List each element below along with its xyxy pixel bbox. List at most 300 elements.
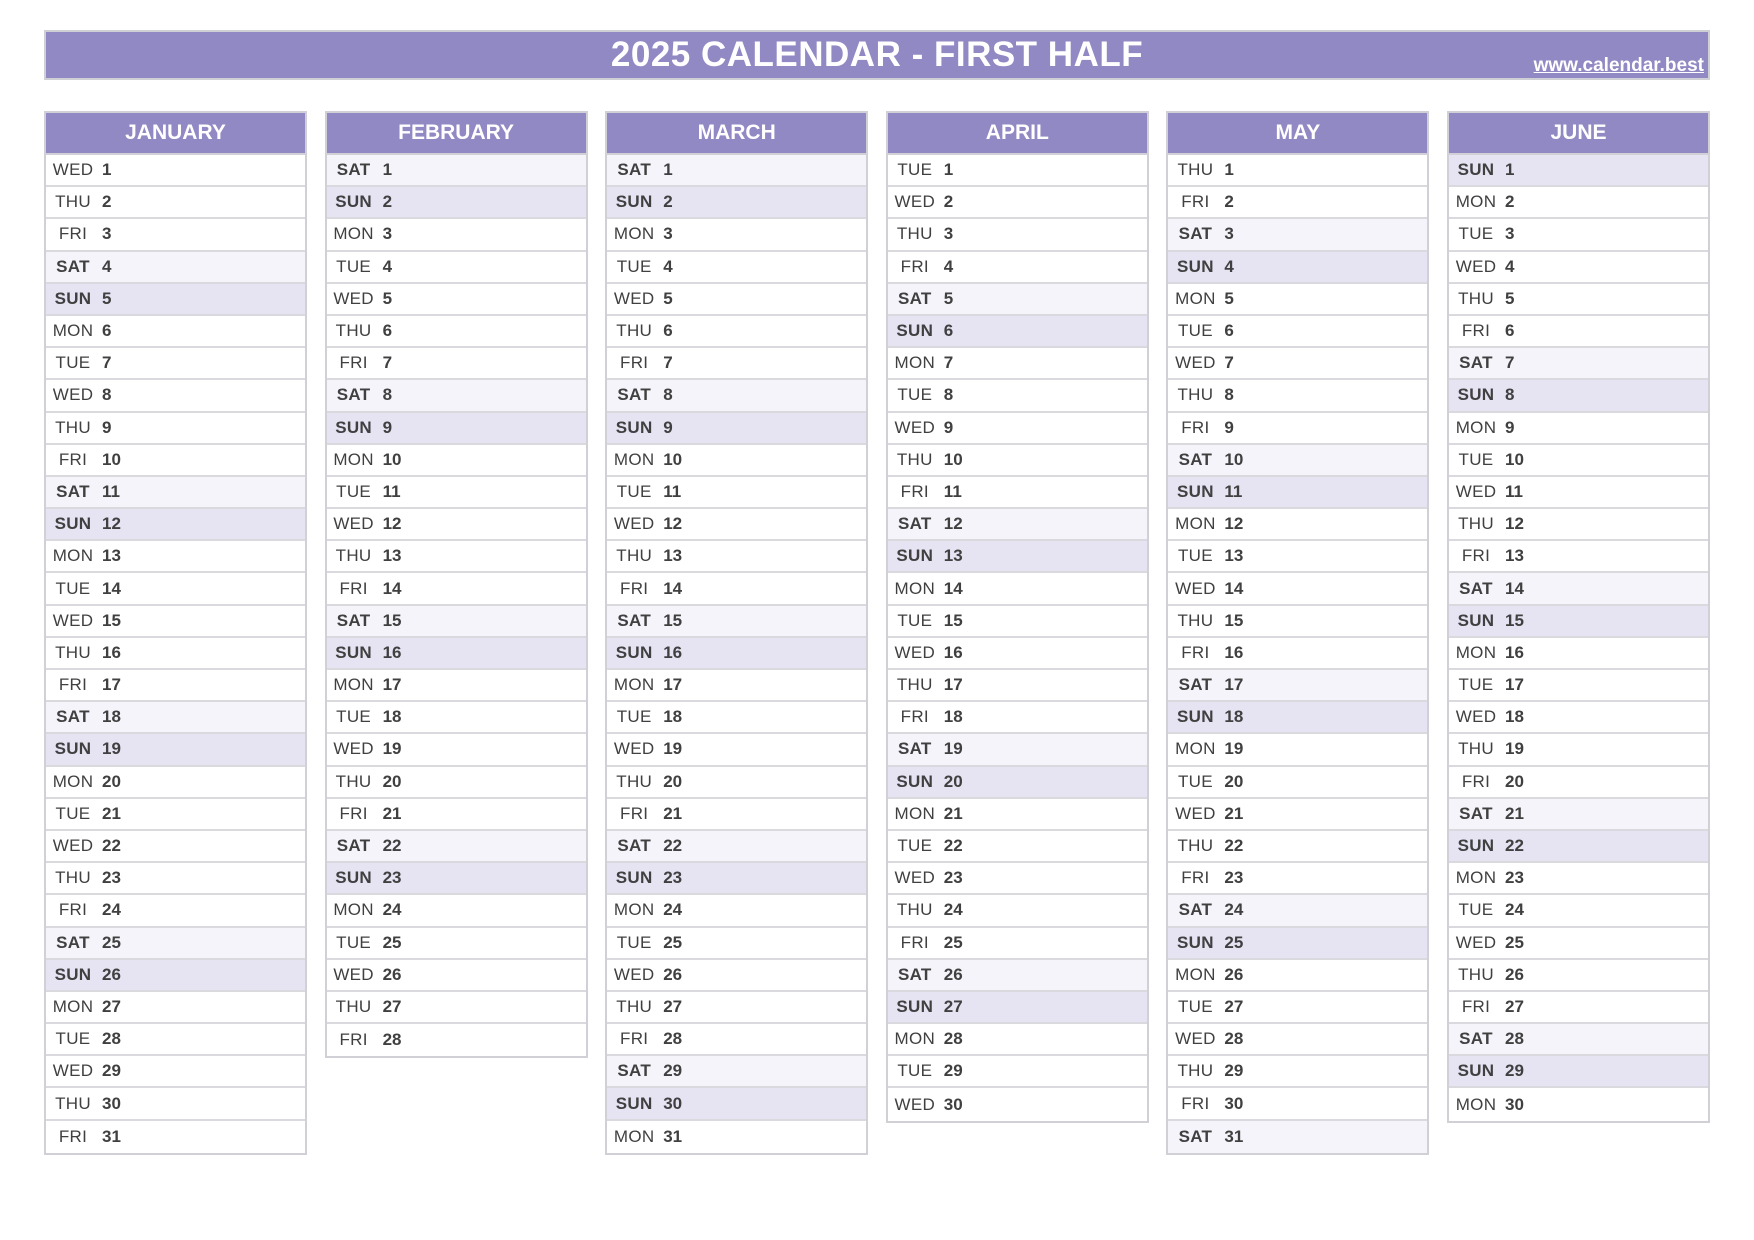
day-row xyxy=(46,219,305,251)
weekday-label: SUN xyxy=(1457,160,1495,180)
weekday-label: FRI xyxy=(900,932,929,952)
day-number: 16 xyxy=(382,642,402,662)
weekday-label: MON xyxy=(1175,964,1216,984)
day-row xyxy=(327,445,586,477)
day-row xyxy=(607,734,866,766)
weekday-label: TUE xyxy=(336,481,372,501)
day-number: 3 xyxy=(943,224,954,244)
day-row xyxy=(888,252,1147,284)
weekday-label: MON xyxy=(613,1126,655,1146)
day-number: 14 xyxy=(663,578,683,598)
day-number: 15 xyxy=(382,610,402,630)
weekday-label: WED xyxy=(613,739,655,759)
weekday-label: FRI xyxy=(620,803,649,823)
day-number: 9 xyxy=(1505,417,1515,437)
weekday-label: SAT xyxy=(336,836,371,856)
day-number: 25 xyxy=(382,932,402,952)
day-row xyxy=(1449,606,1708,638)
weekday-label: WED xyxy=(52,610,94,630)
weekday-label: THU xyxy=(1177,610,1214,630)
day-row xyxy=(888,606,1147,638)
day-number: 6 xyxy=(943,321,954,341)
day-row xyxy=(1168,606,1427,638)
day-number: 12 xyxy=(663,514,683,534)
day-number: 1 xyxy=(102,160,112,180)
weekday-label: SUN xyxy=(54,514,92,534)
day-number: 29 xyxy=(1224,1061,1244,1081)
weekday-label: SAT xyxy=(1178,224,1213,244)
weekday-label: SAT xyxy=(617,836,651,856)
weekday-label: TUE xyxy=(55,353,91,373)
day-number: 2 xyxy=(102,192,112,212)
day-row xyxy=(1449,541,1708,573)
weekday-label: SUN xyxy=(896,996,934,1016)
weekday-label: MON xyxy=(1455,192,1497,212)
day-row xyxy=(327,380,586,412)
day-row xyxy=(327,606,586,638)
day-number: 13 xyxy=(663,546,683,566)
weekday-label: THU xyxy=(1177,160,1214,180)
day-number: 5 xyxy=(1224,288,1234,308)
day-row xyxy=(46,734,305,766)
day-number: 19 xyxy=(382,739,402,759)
day-number: 18 xyxy=(382,707,402,727)
weekday-label: SAT xyxy=(1459,578,1493,598)
weekday-label: THU xyxy=(1458,288,1494,308)
weekday-label: SAT xyxy=(617,1061,651,1081)
weekday-label: FRI xyxy=(1181,192,1210,212)
day-row xyxy=(327,348,586,380)
weekday-label: SUN xyxy=(54,288,92,308)
day-number: 9 xyxy=(382,417,393,437)
weekday-label: FRI xyxy=(1461,771,1491,791)
day-row xyxy=(1449,252,1708,284)
day-row xyxy=(888,928,1147,960)
day-number: 30 xyxy=(1224,1093,1244,1113)
day-number: 3 xyxy=(102,224,112,244)
weekday-label: MON xyxy=(333,900,374,920)
weekday-label: WED xyxy=(894,642,936,662)
weekday-label: THU xyxy=(1177,836,1214,856)
day-number: 8 xyxy=(663,385,673,405)
weekday-label: THU xyxy=(55,1093,91,1113)
day-number: 31 xyxy=(1224,1126,1244,1146)
weekday-label: SAT xyxy=(897,514,932,534)
weekday-label: THU xyxy=(335,996,372,1016)
weekday-label: FRI xyxy=(1181,1093,1210,1113)
weekday-label: SAT xyxy=(336,610,371,630)
weekday-label: THU xyxy=(616,321,653,341)
day-row xyxy=(1168,252,1427,284)
weekday-label: SAT xyxy=(897,964,932,984)
day-row xyxy=(46,799,305,831)
day-row xyxy=(888,960,1147,992)
day-row xyxy=(607,1088,866,1120)
weekday-label: TUE xyxy=(336,256,372,276)
day-row xyxy=(1168,928,1427,960)
day-number: 6 xyxy=(1224,321,1234,341)
day-number: 20 xyxy=(943,771,963,791)
day-row xyxy=(1449,155,1708,187)
day-number: 18 xyxy=(102,707,121,727)
day-number: 24 xyxy=(943,900,963,920)
day-number: 4 xyxy=(943,256,954,276)
day-row xyxy=(46,445,305,477)
day-number: 4 xyxy=(663,256,673,276)
weekday-label: SAT xyxy=(336,385,371,405)
day-number: 10 xyxy=(382,449,402,469)
day-row xyxy=(607,316,866,348)
weekday-label: FRI xyxy=(620,578,649,598)
month-column-january xyxy=(44,111,307,1155)
day-number: 4 xyxy=(102,256,112,276)
weekday-label: THU xyxy=(896,224,933,244)
day-number: 17 xyxy=(1224,675,1244,695)
weekday-label: TUE xyxy=(897,1061,933,1081)
weekday-label: FRI xyxy=(58,224,88,244)
day-number: 15 xyxy=(663,610,683,630)
month-column-march xyxy=(605,111,868,1155)
weekday-label: FRI xyxy=(1181,868,1210,888)
day-number: 22 xyxy=(663,836,683,856)
day-row xyxy=(1449,767,1708,799)
day-row xyxy=(46,413,305,445)
weekday-label: WED xyxy=(1175,803,1216,823)
day-number: 17 xyxy=(102,675,121,695)
day-row xyxy=(888,509,1147,541)
day-row xyxy=(327,863,586,895)
day-number: 24 xyxy=(663,900,683,920)
weekday-label: THU xyxy=(335,321,372,341)
weekday-label: TUE xyxy=(55,803,91,823)
day-row xyxy=(888,767,1147,799)
day-number: 5 xyxy=(382,288,393,308)
day-row xyxy=(46,348,305,380)
weekday-label: MON xyxy=(613,224,655,244)
day-number: 2 xyxy=(382,192,393,212)
weekday-label: SUN xyxy=(1176,707,1214,727)
day-number: 5 xyxy=(1505,288,1515,308)
day-number: 1 xyxy=(943,160,954,180)
day-row xyxy=(888,573,1147,605)
weekday-label: TUE xyxy=(897,610,933,630)
day-number: 11 xyxy=(663,481,682,501)
day-row xyxy=(1168,187,1427,219)
day-row xyxy=(327,1024,586,1056)
weekday-label: WED xyxy=(1455,707,1497,727)
day-number: 16 xyxy=(1505,642,1524,662)
weekday-label: TUE xyxy=(1177,996,1213,1016)
day-number: 19 xyxy=(1505,739,1524,759)
day-number: 16 xyxy=(102,642,121,662)
day-number: 12 xyxy=(943,514,963,534)
weekday-label: TUE xyxy=(1177,546,1213,566)
weekday-label: THU xyxy=(55,192,91,212)
weekday-label: WED xyxy=(613,964,655,984)
day-number: 18 xyxy=(1224,707,1244,727)
day-number: 18 xyxy=(943,707,963,727)
weekday-label: MON xyxy=(52,546,94,566)
day-row xyxy=(327,992,586,1024)
day-row xyxy=(607,831,866,863)
weekday-label: MON xyxy=(894,578,936,598)
day-number: 10 xyxy=(663,449,683,469)
day-row xyxy=(327,509,586,541)
day-row xyxy=(888,992,1147,1024)
day-row xyxy=(327,831,586,863)
day-row xyxy=(46,702,305,734)
day-number: 20 xyxy=(102,771,121,791)
day-row xyxy=(888,380,1147,412)
day-row xyxy=(607,155,866,187)
day-number: 15 xyxy=(943,610,963,630)
day-number: 29 xyxy=(943,1061,963,1081)
day-row xyxy=(1449,348,1708,380)
day-row xyxy=(888,1088,1147,1120)
weekday-label: MON xyxy=(1175,514,1216,534)
weekday-label: SUN xyxy=(1176,481,1214,501)
day-number: 14 xyxy=(382,578,402,598)
day-row xyxy=(1168,316,1427,348)
weekday-label: MON xyxy=(52,996,94,1016)
day-number: 19 xyxy=(1224,739,1244,759)
day-number: 22 xyxy=(943,836,963,856)
day-row xyxy=(46,1024,305,1056)
day-number: 17 xyxy=(1505,675,1524,695)
day-row xyxy=(1449,863,1708,895)
weekday-label: SAT xyxy=(897,739,932,759)
day-row xyxy=(327,219,586,251)
weekday-label: SAT xyxy=(1459,803,1493,823)
day-number: 9 xyxy=(102,417,112,437)
weekday-label: FRI xyxy=(1181,417,1210,437)
day-number: 8 xyxy=(382,385,393,405)
day-row xyxy=(46,509,305,541)
day-number: 25 xyxy=(943,932,963,952)
weekday-label: SUN xyxy=(896,321,934,341)
weekday-label: THU xyxy=(896,449,933,469)
day-number: 21 xyxy=(943,803,963,823)
day-number: 22 xyxy=(382,836,402,856)
weekday-label: TUE xyxy=(1458,675,1494,695)
day-number: 28 xyxy=(102,1029,121,1049)
day-number: 8 xyxy=(943,385,954,405)
weekday-label: TUE xyxy=(616,256,652,276)
month-header: MAY xyxy=(1168,113,1427,155)
day-row xyxy=(1449,477,1708,509)
weekday-label: WED xyxy=(333,288,374,308)
month-header: APRIL xyxy=(888,113,1147,155)
weekday-label: WED xyxy=(1455,481,1497,501)
day-number: 8 xyxy=(1224,385,1234,405)
day-number: 20 xyxy=(382,771,402,791)
day-row xyxy=(46,606,305,638)
day-number: 17 xyxy=(663,675,683,695)
day-number: 20 xyxy=(1224,771,1244,791)
day-number: 14 xyxy=(1505,578,1524,598)
weekday-label: WED xyxy=(1175,578,1216,598)
day-number: 15 xyxy=(1224,610,1244,630)
weekday-label: WED xyxy=(894,417,936,437)
weekday-label: THU xyxy=(616,771,653,791)
weekday-label: MON xyxy=(894,353,936,373)
day-number: 26 xyxy=(102,964,121,984)
day-number: 2 xyxy=(1224,192,1234,212)
day-number: 22 xyxy=(1505,836,1524,856)
weekday-label: MON xyxy=(333,675,374,695)
day-number: 27 xyxy=(102,996,121,1016)
weekday-label: TUE xyxy=(1177,771,1213,791)
day-number: 27 xyxy=(1505,996,1524,1016)
day-row xyxy=(888,863,1147,895)
day-row xyxy=(607,445,866,477)
day-row xyxy=(1449,509,1708,541)
day-number: 9 xyxy=(663,417,673,437)
day-row xyxy=(888,477,1147,509)
day-row xyxy=(46,316,305,348)
day-row xyxy=(1449,380,1708,412)
day-number: 18 xyxy=(1505,707,1524,727)
day-number: 11 xyxy=(1505,481,1523,501)
day-row xyxy=(888,316,1147,348)
weekday-label: THU xyxy=(55,868,91,888)
weekday-label: WED xyxy=(1455,256,1497,276)
day-row xyxy=(607,1056,866,1088)
day-row xyxy=(1168,477,1427,509)
day-row xyxy=(1449,1056,1708,1088)
day-number: 23 xyxy=(1224,868,1244,888)
day-row xyxy=(46,895,305,927)
day-number: 17 xyxy=(382,675,402,695)
day-row xyxy=(1449,573,1708,605)
month-column-may xyxy=(1166,111,1429,1155)
day-row xyxy=(1168,541,1427,573)
day-row xyxy=(888,734,1147,766)
weekday-label: MON xyxy=(613,675,655,695)
weekday-label: FRI xyxy=(339,578,368,598)
day-number: 15 xyxy=(102,610,121,630)
day-number: 26 xyxy=(943,964,963,984)
day-row xyxy=(46,1056,305,1088)
weekday-label: THU xyxy=(1458,514,1494,534)
day-number: 25 xyxy=(663,932,683,952)
weekday-label: FRI xyxy=(339,803,368,823)
day-row xyxy=(1168,284,1427,316)
day-row xyxy=(607,670,866,702)
day-row xyxy=(1168,638,1427,670)
weekday-label: WED xyxy=(894,868,936,888)
day-row xyxy=(1449,831,1708,863)
weekday-label: WED xyxy=(894,192,936,212)
website-link[interactable]: www.calendar.best xyxy=(1533,55,1704,76)
day-number: 4 xyxy=(382,256,393,276)
day-row xyxy=(46,863,305,895)
day-number: 6 xyxy=(102,321,112,341)
weekday-label: SUN xyxy=(615,642,653,662)
month-header: FEBRUARY xyxy=(327,113,586,155)
day-row xyxy=(1168,767,1427,799)
day-row xyxy=(46,960,305,992)
weekday-label: TUE xyxy=(1177,321,1213,341)
weekday-label: THU xyxy=(616,546,653,566)
weekday-label: SUN xyxy=(615,868,653,888)
day-number: 25 xyxy=(102,932,121,952)
day-row xyxy=(1168,734,1427,766)
weekday-label: FRI xyxy=(900,256,929,276)
day-row xyxy=(1168,1056,1427,1088)
day-row xyxy=(327,960,586,992)
weekday-label: FRI xyxy=(1181,642,1210,662)
weekday-label: FRI xyxy=(620,1029,649,1049)
day-row xyxy=(607,380,866,412)
day-row xyxy=(607,573,866,605)
weekday-label: MON xyxy=(613,449,655,469)
day-row xyxy=(327,413,586,445)
weekday-label: SUN xyxy=(335,417,372,437)
day-number: 25 xyxy=(1224,932,1244,952)
day-number: 30 xyxy=(1505,1094,1524,1114)
weekday-label: TUE xyxy=(1458,224,1494,244)
day-number: 7 xyxy=(663,353,673,373)
day-number: 11 xyxy=(943,481,962,501)
weekday-label: THU xyxy=(335,546,372,566)
day-row xyxy=(888,284,1147,316)
day-row xyxy=(1449,638,1708,670)
month-header: JANUARY xyxy=(46,113,305,155)
weekday-label: FRI xyxy=(58,675,88,695)
day-row xyxy=(1449,960,1708,992)
day-number: 9 xyxy=(1224,417,1234,437)
day-number: 25 xyxy=(1505,932,1524,952)
weekday-label: TUE xyxy=(616,932,652,952)
day-row xyxy=(46,573,305,605)
weekday-label: FRI xyxy=(339,1030,368,1050)
day-row xyxy=(327,702,586,734)
weekday-label: TUE xyxy=(1458,900,1494,920)
weekday-label: THU xyxy=(1177,385,1214,405)
day-number: 7 xyxy=(102,353,112,373)
day-number: 19 xyxy=(663,739,683,759)
day-row xyxy=(607,928,866,960)
day-row xyxy=(1168,380,1427,412)
weekday-label: TUE xyxy=(897,836,933,856)
weekday-label: SAT xyxy=(1459,353,1493,373)
weekday-label: WED xyxy=(1455,932,1497,952)
day-row xyxy=(888,348,1147,380)
day-row xyxy=(327,573,586,605)
weekday-label: SUN xyxy=(1457,385,1495,405)
day-number: 12 xyxy=(102,514,121,534)
weekday-label: SUN xyxy=(615,192,653,212)
day-row xyxy=(1168,670,1427,702)
day-row xyxy=(888,187,1147,219)
day-row xyxy=(1168,960,1427,992)
day-row xyxy=(888,1056,1147,1088)
weekday-label: TUE xyxy=(336,707,372,727)
day-row xyxy=(1449,928,1708,960)
day-row xyxy=(607,960,866,992)
day-row xyxy=(1449,219,1708,251)
day-number: 13 xyxy=(102,546,121,566)
day-row xyxy=(327,767,586,799)
day-row xyxy=(1168,702,1427,734)
weekday-label: THU xyxy=(1177,1061,1214,1081)
day-row xyxy=(1168,895,1427,927)
weekday-label: WED xyxy=(52,385,94,405)
weekday-label: FRI xyxy=(900,481,929,501)
day-number: 15 xyxy=(1505,610,1524,630)
day-number: 10 xyxy=(943,449,963,469)
